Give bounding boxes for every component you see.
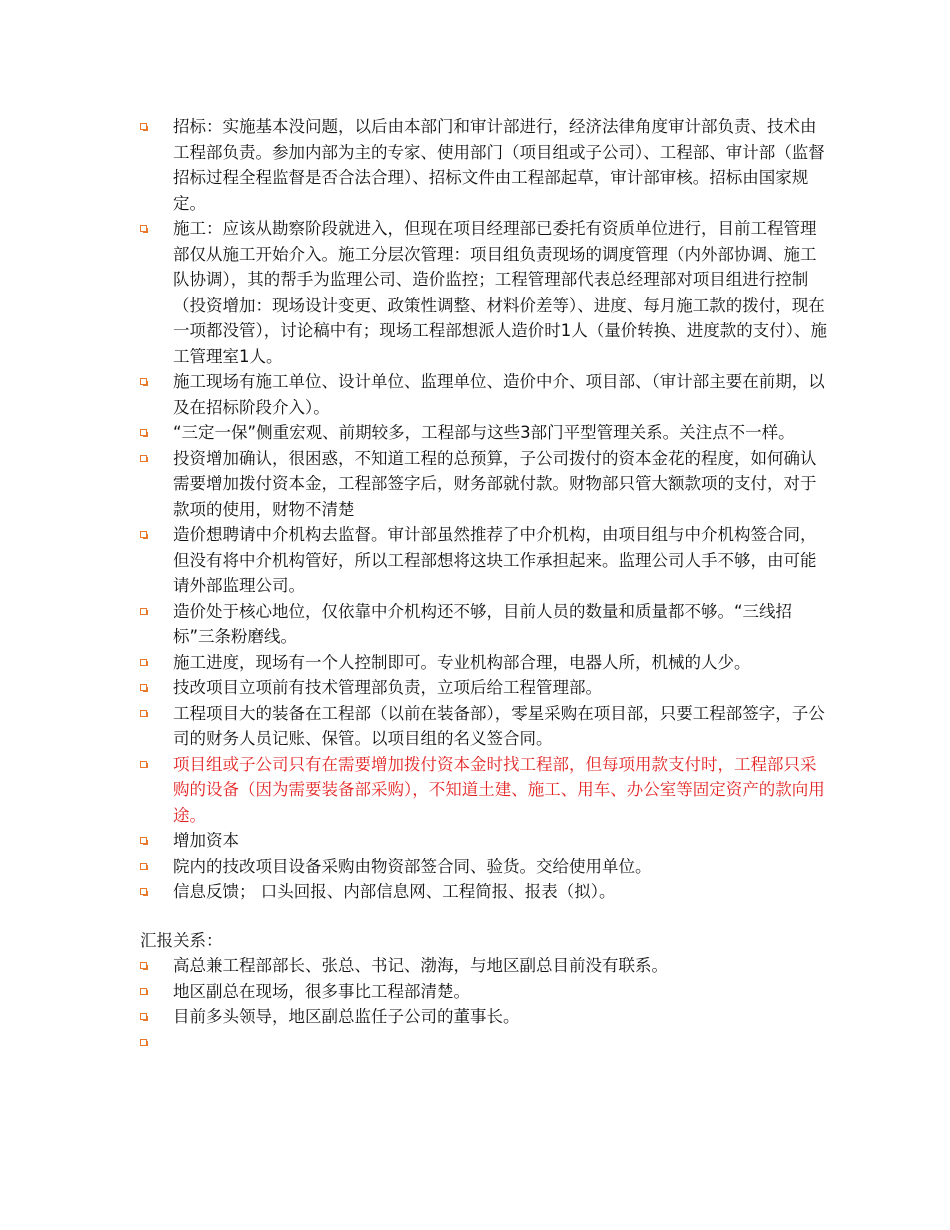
square-bullet-icon [140, 710, 147, 717]
list-item-text: “三定一保”侧重宏观、前期较多，工程部与这些3部门平型管理关系。关注点不一样。 [173, 423, 795, 442]
square-bullet-icon [140, 225, 147, 232]
list-item-text: 技改项目立项前有技术管理部负责，立项后给工程管理部。 [173, 678, 602, 697]
square-bullet-icon [140, 455, 147, 462]
section-heading: 汇报关系： [140, 930, 223, 950]
list-item [140, 953, 830, 979]
list-item [140, 979, 830, 1005]
square-bullet-icon [140, 531, 147, 538]
list-item [140, 828, 830, 854]
list-item-text: 施工进度，现场有一个人控制即可。专业机构部合理，电器人所，机械的人少。 [173, 652, 751, 672]
list-item-text: 施工现场有施工单位、设计单位、监理单位、造价中介、项目部、（审计部主要在前期，以及在招标阶段介入）。 [173, 372, 825, 417]
list-item [140, 879, 830, 905]
list-item-text: 项目组或子公司只有在需要增加拨付资本金时找工程部，但每项用款支付时，工程部只采购的设备（因为需要装备部采购），不知道土建、施工、用车、办公室等固定资产的款向用途。 [173, 754, 825, 825]
notes-list [140, 114, 830, 1055]
square-bullet-icon [140, 123, 147, 130]
square-bullet-icon [140, 608, 147, 615]
list-item [140, 599, 830, 650]
square-bullet-icon [140, 1013, 147, 1020]
list-item-text: 投资增加确认，很困惑，不知道工程的总预算，子公司拨付的资本金花的程度，如何确认需要增加拨付资本金，工程部签字后，财务部就付款。财物部只管大额款项的支付，对于款项的使用，财物不清楚 [173, 448, 817, 519]
list-item-text: 施工：应该从勘察阶段就进入，但现在项目经理部已委托有资质单位进行，目前工程管理部仅从施工开始介入。施工分层次管理：项目组负责现场的调度管理（内外部协调、施工队协调），其的帮手为监理公司、造价监控；工程管理部代表总经理部对项目组进行控制（投资增加：现场设计变更、政策性调整、材料价差等）、进度、每月施工款的拨付，现在一项都没管），讨论稿中有；现场工程部想派人造价时1人（量价转换、进度款的支付）、施工管理室1人。 [173, 219, 827, 366]
list-item [140, 216, 830, 369]
square-bullet-icon [140, 429, 147, 436]
list-item-text: 造价处于核心地位，仅依靠中介机构还不够，目前人员的数量和质量都不够。“三线招标”三条粉磨线。 [173, 601, 793, 646]
list-item-text: 高总兼工程部部长、张总、书记、渤海，与地区副总目前没有联系。 [173, 956, 668, 975]
square-bullet-icon [140, 888, 147, 895]
list-item [140, 522, 830, 599]
square-bullet-icon [140, 684, 147, 691]
square-bullet-icon [140, 761, 147, 768]
list-item-text: 招标：实施基本没问题，以后由本部门和审计部进行，经济法律角度审计部负责、技术由工程部负责。参加内部为主的专家、使用部门（项目组或子公司）、工程部、审计部（监督招标过程全程监督是否合法合理）、招标文件由工程部起草，审计部审核。招标由国家规定。 [173, 117, 825, 213]
square-bullet-icon [140, 988, 147, 995]
list-item-text: 工程项目大的装备在工程部（以前在装备部），零星采购在项目部，只要工程部签字，子公司的财务人员记账、保管。以项目组的名义签合同。 [173, 703, 825, 748]
list-item-text: 造价想聘请中介机构去监督。审计部虽然推荐了中介机构，由项目组与中介机构签合同，但没有将中介机构管好，所以工程部想将这块工作承担起来。监理公司人手不够，由可能请外部监理公司。 [173, 525, 817, 595]
square-bullet-icon [140, 863, 147, 870]
list-item [140, 114, 830, 216]
list-item [140, 1004, 830, 1030]
list-item [140, 675, 830, 701]
list-item [140, 420, 830, 446]
list-item-text: 地区副总在现场，很多事比工程部清楚。 [173, 981, 470, 1001]
square-bullet-icon [140, 837, 147, 844]
square-bullet-icon [140, 1039, 147, 1046]
list-item [140, 650, 830, 676]
list-item-text: 院内的技改项目设备采购由物资部签合同、验货。交给使用单位。 [173, 856, 652, 876]
list-item-highlighted [140, 752, 830, 829]
list-item-text: 信息反馈； 口头回报、内部信息网、工程简报、报表（拟）。 [173, 882, 616, 901]
list-item [140, 446, 830, 523]
list-item [140, 854, 830, 880]
square-bullet-icon [140, 659, 147, 666]
square-bullet-icon [140, 962, 147, 969]
list-item-text: 增加资本 [173, 831, 239, 850]
list-item [140, 701, 830, 752]
list-item-text: 目前多头领导，地区副总监任子公司的董事长。 [173, 1007, 520, 1026]
list-item [140, 369, 830, 420]
list-item-empty [140, 1030, 830, 1056]
square-bullet-icon [140, 378, 147, 385]
